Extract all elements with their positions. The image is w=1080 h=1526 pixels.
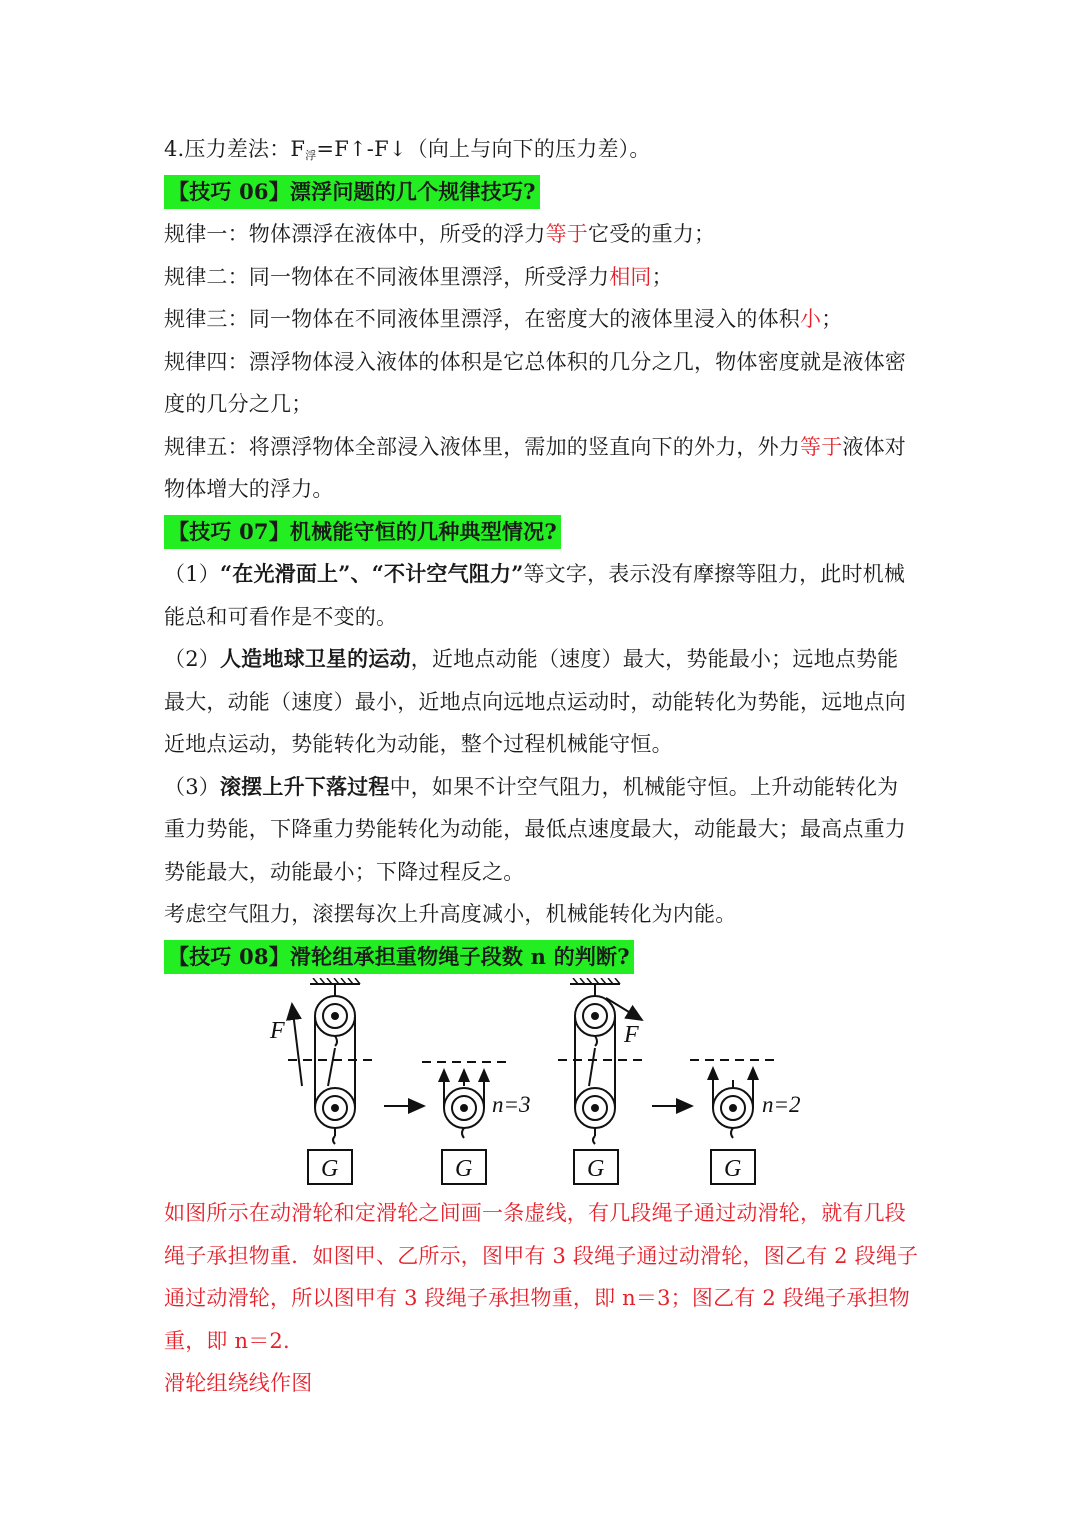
text: （2） [164,647,220,671]
section-07-row [164,511,924,554]
case-2-line-1 [164,638,924,681]
highlight-text: 等于 [545,222,589,246]
case-3-line-1 [164,766,924,809]
text: 规律五：将漂浮物体全部浸入液体里，需加的竖直向下的外力，外力 [164,434,800,459]
highlight-text: 小 [800,307,822,331]
document-content [164,128,924,978]
text: =F↑-F↓（向上与向下的压力差）。 [316,137,651,161]
text: 规律三：同一物体在不同液体里漂浮，在密度大的液体里浸入的体积 [164,307,800,331]
weight-label: G [455,1156,473,1182]
explanation-line-1: 如图所示在动滑轮和定滑轮之间画一条虚线，有几段绳子通过动滑轮，就有几段 [164,1201,906,1225]
rule-3 [164,298,924,341]
section-heading-07: 【技巧 07】机械能守恒的几种典型情况? [164,515,561,549]
air-resistance-line: 考虑空气阻力，滚摆每次上升高度减小，机械能转化为内能。 [164,902,737,926]
segment-count-label: n=2 [762,1092,801,1117]
explanation [164,1192,924,1405]
rule-1 [164,213,924,256]
pulley-system-b [558,978,644,1184]
explanation-line-3: 通过动滑轮，所以图甲有 3 段绳子承担物重，即 n＝3；图乙有 2 段绳子承担物 [164,1286,910,1310]
case-2-line-3: 近地点运动，势能转化为动能，整个过程机械能守恒。 [164,732,673,756]
text: 它受的重力； [588,222,716,246]
section-08-row [164,936,924,979]
case-1-line-1 [164,553,924,596]
bold-text: 滚摆上升下落过程 [219,773,390,799]
rule-2 [164,256,924,299]
highlight-text: 相同 [609,264,652,289]
section-heading-08: 【技巧 08】滑轮组承担重物绳子段数 n 的判断? [164,940,634,974]
section-06-row [164,171,924,214]
text: （3） [164,774,220,799]
subheading-winding: 滑轮组绕线作图 [164,1371,313,1395]
bold-text: “在光滑面上”、“不计空气阻力” [219,561,524,586]
subscript: 浮 [305,149,317,162]
pulley-diagram [258,978,818,1190]
explanation-line-4: 重，即 n＝2. [164,1328,290,1353]
case-2-line-2: 最大，动能（速度）最小，近地点向远地点运动时，动能转化为势能，远地点向 [164,689,906,714]
text: ； [821,307,843,331]
text: ； [651,264,673,289]
case-3-line-2: 重力势能，下降重力势能转化为动能，最低点速度最大，动能最大；最高点重力 [164,817,906,841]
text: 中，如果不计空气阻力，机械能守恒。上升动能转化为 [389,774,899,799]
text: （1） [164,562,220,586]
bold-text: 人造地球卫星的运动 [219,646,411,671]
text: 规律一：物体漂浮在液体中，所受的浮力 [164,222,546,246]
text: 液体对 [842,434,907,459]
text: 等文字，表示没有摩擦等阻力，此时机械 [523,562,906,586]
pressure-difference-line [164,128,924,171]
weight-label: G [724,1156,742,1182]
rule-5-line-2: 物体增大的浮力。 [164,477,334,501]
segment-count-label: n=3 [492,1092,531,1117]
explanation-line-2: 绳子承担物重．如图甲、乙所示，图甲有 3 段绳子通过动滑轮，图乙有 2 段绳子 [164,1243,919,1268]
weight-label: G [587,1156,605,1182]
highlight-text: 等于 [800,434,843,459]
force-label: F [270,1018,285,1044]
rule-4-line-2: 度的几分之几； [164,392,313,416]
rule-5-line-1 [164,426,924,469]
text: ，近地点动能（速度）最大，势能最小；远地点势能 [410,647,899,671]
rule-4-line-1: 规律四：漂浮物体浸入液体的体积是它总体积的几分之几，物体密度就是液体密 [164,349,906,374]
text: 4.压力差法：F [164,137,306,161]
pulley-system-a [288,978,376,1184]
section-heading-06: 【技巧 06】漂浮问题的几个规律技巧? [164,175,540,209]
force-label: F [624,1022,639,1048]
case-1-line-2: 能总和可看作是不变的。 [164,604,398,629]
case-3-line-3: 势能最大，动能最小；下降过程反之。 [164,859,525,884]
text: 规律二：同一物体在不同液体里漂浮，所受浮力 [164,264,610,289]
pulley-figure [258,978,818,1190]
weight-label: G [321,1156,339,1182]
